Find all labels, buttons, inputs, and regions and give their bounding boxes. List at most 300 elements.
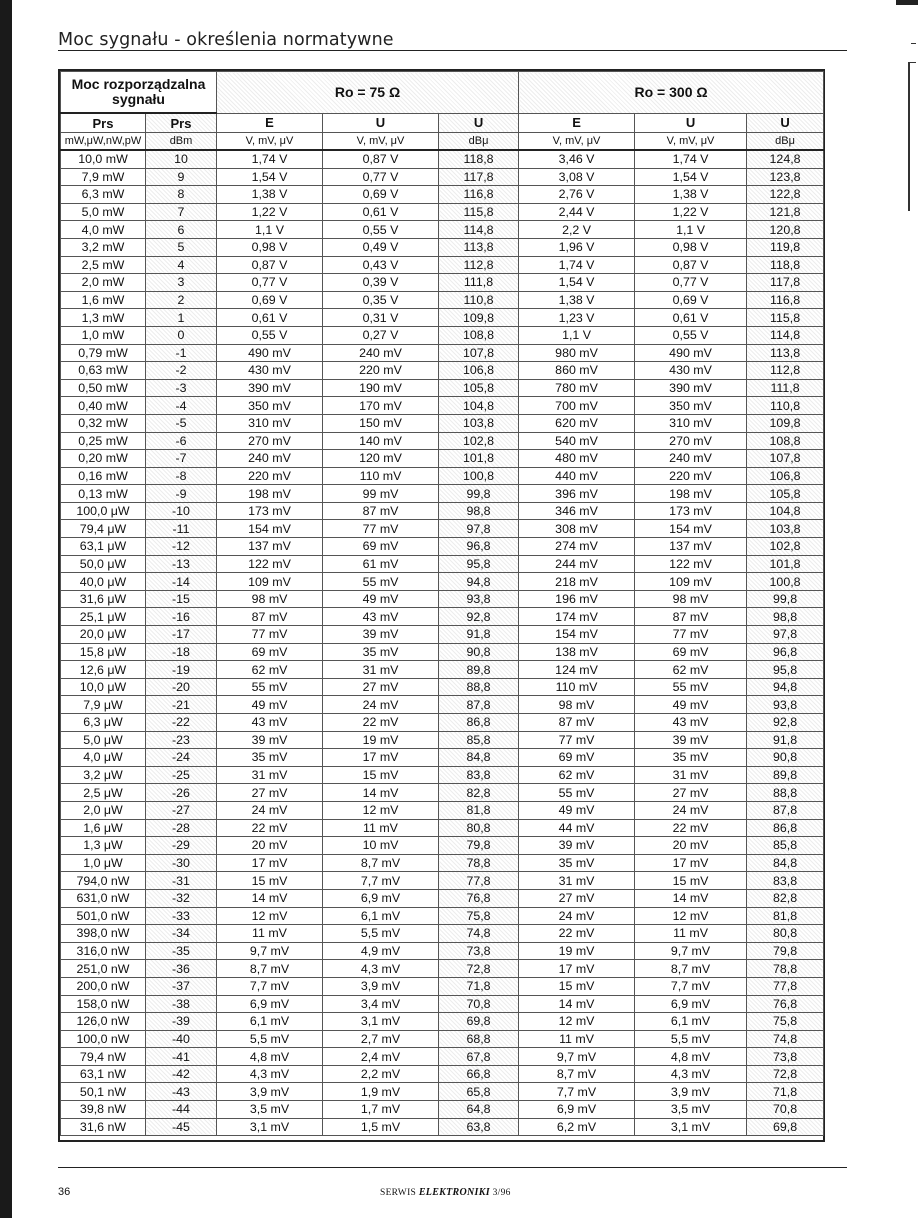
column-header: U (747, 113, 824, 133)
table-cell: 109 mV (635, 573, 747, 591)
table-cell: -14 (146, 573, 217, 591)
table-cell: 90,8 (747, 749, 824, 767)
table-cell: 9,7 mV (217, 942, 323, 960)
table-cell: 0,69 V (635, 291, 747, 309)
table-cell: 1,23 V (519, 309, 635, 327)
table-cell: 10 mV (323, 837, 439, 855)
table-cell: 173 mV (217, 502, 323, 520)
table-cell: 1,74 V (635, 150, 747, 168)
table-cell: 99,8 (747, 590, 824, 608)
table-cell: 81,8 (747, 907, 824, 925)
table-cell: 85,8 (439, 731, 519, 749)
footer-magazine (380, 1187, 511, 1198)
table-cell: 77 mV (217, 626, 323, 644)
table-cell: 100,8 (747, 573, 824, 591)
title-rule (58, 50, 847, 51)
table-cell: 27 mV (323, 678, 439, 696)
table-cell: 490 mV (217, 344, 323, 362)
table-cell: 0,32 mW (61, 414, 146, 432)
table-cell: 2,7 mV (323, 1030, 439, 1048)
table-cell: -4 (146, 397, 217, 415)
table-cell: 6,3 μW (61, 714, 146, 732)
header-ro-75: Ro = 75 Ω (217, 72, 519, 114)
table-cell: 7,9 mW (61, 168, 146, 186)
table-cell: 8,7 mV (519, 1065, 635, 1083)
table-cell: 31,6 μW (61, 590, 146, 608)
table-cell: 70,8 (747, 1101, 824, 1119)
table-cell: 20 mV (635, 837, 747, 855)
table-row (61, 714, 824, 732)
table-cell: 95,8 (439, 555, 519, 573)
table-cell: 9,7 mV (519, 1048, 635, 1066)
table-cell: 67,8 (439, 1048, 519, 1066)
table-cell: 99 mV (323, 485, 439, 503)
table-cell: 115,8 (439, 203, 519, 221)
table-cell: 0,77 V (323, 168, 439, 186)
table-cell: 11 mV (635, 925, 747, 943)
table-cell: -35 (146, 942, 217, 960)
table-cell: 118,8 (439, 150, 519, 168)
table-cell: 501,0 nW (61, 907, 146, 925)
table-cell: 39,8 nW (61, 1101, 146, 1119)
table-cell: 140 mV (323, 432, 439, 450)
table-cell: 198 mV (217, 485, 323, 503)
table-cell: 62 mV (635, 661, 747, 679)
table-cell: 62 mV (519, 766, 635, 784)
table-row (61, 1118, 824, 1136)
table-cell: 31,6 nW (61, 1118, 146, 1136)
table-cell: 2,4 mV (323, 1048, 439, 1066)
table-cell: 108,8 (747, 432, 824, 450)
table-row (61, 274, 824, 292)
table-cell: 2,5 μW (61, 784, 146, 802)
table-cell: 126,0 nW (61, 1013, 146, 1031)
table-cell: 19 mV (519, 942, 635, 960)
table-cell: 0,43 V (323, 256, 439, 274)
table-cell: 4,8 mV (635, 1048, 747, 1066)
table-cell: 63,1 nW (61, 1065, 146, 1083)
table-row (61, 784, 824, 802)
table-cell: 4 (146, 256, 217, 274)
table-cell: 19 mV (323, 731, 439, 749)
table-cell: 35 mV (323, 643, 439, 661)
table-cell: 22 mV (323, 714, 439, 732)
table-row (61, 661, 824, 679)
table-cell: 6 (146, 221, 217, 239)
table-cell: 5 (146, 238, 217, 256)
table-cell: 88,8 (439, 678, 519, 696)
table-cell: 0,79 mW (61, 344, 146, 362)
table-cell: 1,22 V (635, 203, 747, 221)
table-row (61, 1048, 824, 1066)
table-cell: 4,3 mV (217, 1065, 323, 1083)
table-cell: 109 mV (217, 573, 323, 591)
table-cell: 150 mV (323, 414, 439, 432)
table-cell: 2,2 V (519, 221, 635, 239)
table-cell: -18 (146, 643, 217, 661)
table-cell: -21 (146, 696, 217, 714)
table-cell: 2,2 mV (323, 1065, 439, 1083)
table-cell: 14 mV (519, 995, 635, 1013)
table-cell: 111,8 (747, 379, 824, 397)
column-header: E (217, 113, 323, 133)
table-cell: -40 (146, 1030, 217, 1048)
table-cell: -8 (146, 467, 217, 485)
table-cell: 1,6 μW (61, 819, 146, 837)
page-number: 36 (58, 1186, 71, 1198)
table-cell: 55 mV (323, 573, 439, 591)
table-cell: 8,7 mV (217, 960, 323, 978)
table-cell: 0,50 mW (61, 379, 146, 397)
table-cell: -44 (146, 1101, 217, 1119)
table-cell: -5 (146, 414, 217, 432)
table-cell: -12 (146, 538, 217, 556)
table-cell: 94,8 (439, 573, 519, 591)
table-cell: 120 mV (323, 450, 439, 468)
table-cell: 174 mV (519, 608, 635, 626)
table-row (61, 749, 824, 767)
table-cell: 104,8 (439, 397, 519, 415)
table-cell: 15,8 μW (61, 643, 146, 661)
table-row (61, 1083, 824, 1101)
table-cell: 91,8 (439, 626, 519, 644)
table-cell: 102,8 (439, 432, 519, 450)
table-row (61, 766, 824, 784)
table-cell: -11 (146, 520, 217, 538)
table-cell: 7,7 mV (519, 1083, 635, 1101)
table-cell: 124,8 (747, 150, 824, 168)
table-cell: 5,0 μW (61, 731, 146, 749)
table-cell: 980 mV (519, 344, 635, 362)
table-cell: 4,0 mW (61, 221, 146, 239)
table-row (61, 326, 824, 344)
table-cell: 10 (146, 150, 217, 168)
table-cell: 39 mV (217, 731, 323, 749)
table-cell: 103,8 (439, 414, 519, 432)
table-cell: 2 (146, 291, 217, 309)
table-cell: 398,0 nW (61, 925, 146, 943)
table-cell: 27 mV (519, 889, 635, 907)
table-cell: 106,8 (747, 467, 824, 485)
table-cell: 87 mV (323, 502, 439, 520)
table-cell: 20,0 μW (61, 626, 146, 644)
table-cell: 9 (146, 168, 217, 186)
table-cell: 8,7 mV (635, 960, 747, 978)
table-cell: 122 mV (635, 555, 747, 573)
table-cell: 1,38 V (635, 186, 747, 204)
table-cell: 0,35 V (323, 291, 439, 309)
table-cell: 310 mV (217, 414, 323, 432)
table-cell: 102,8 (747, 538, 824, 556)
table-row (61, 942, 824, 960)
table-cell: 108,8 (439, 326, 519, 344)
table-row (61, 291, 824, 309)
table-cell: 270 mV (635, 432, 747, 450)
table-cell: 74,8 (439, 925, 519, 943)
table-cell: 490 mV (635, 344, 747, 362)
table-cell: 75,8 (439, 907, 519, 925)
table-cell: 87,8 (439, 696, 519, 714)
table-cell: 43 mV (217, 714, 323, 732)
table-cell: 2,76 V (519, 186, 635, 204)
table-cell: 110 mV (519, 678, 635, 696)
table-cell: 55 mV (217, 678, 323, 696)
table-cell: 12 mV (635, 907, 747, 925)
table-cell: 96,8 (747, 643, 824, 661)
table-cell: 92,8 (747, 714, 824, 732)
table-cell: -23 (146, 731, 217, 749)
table-cell: 218 mV (519, 573, 635, 591)
table-cell: 86,8 (747, 819, 824, 837)
table-cell: 69 mV (519, 749, 635, 767)
table-cell: 114,8 (747, 326, 824, 344)
table-cell: 111,8 (439, 274, 519, 292)
table-cell: 1,5 mV (323, 1118, 439, 1136)
table-cell: 2,5 mW (61, 256, 146, 274)
table-cell: 6,1 mV (635, 1013, 747, 1031)
table-cell: 79,8 (439, 837, 519, 855)
table-cell: 104,8 (747, 502, 824, 520)
table-cell: 0,69 V (217, 291, 323, 309)
table-cell: 430 mV (635, 362, 747, 380)
table-cell: 270 mV (217, 432, 323, 450)
table-cell: -42 (146, 1065, 217, 1083)
table-cell: -32 (146, 889, 217, 907)
table-cell: 24 mV (323, 696, 439, 714)
table-cell: 63,1 μW (61, 538, 146, 556)
table-cell: 122 mV (217, 555, 323, 573)
table-cell: 6,2 mV (519, 1118, 635, 1136)
table-cell: 70,8 (439, 995, 519, 1013)
page-binding-edge (0, 0, 12, 1218)
table-cell: 0,27 V (323, 326, 439, 344)
table-cell: 98 mV (217, 590, 323, 608)
table-cell: -39 (146, 1013, 217, 1031)
table-cell: 116,8 (747, 291, 824, 309)
table-cell: 72,8 (439, 960, 519, 978)
table-cell: 11 mV (217, 925, 323, 943)
table-cell: 35 mV (519, 854, 635, 872)
table-cell: 96,8 (439, 538, 519, 556)
table-row (61, 1013, 824, 1031)
table-cell: 39 mV (635, 731, 747, 749)
table-cell: 137 mV (217, 538, 323, 556)
table-cell: 22 mV (635, 819, 747, 837)
table-row (61, 1101, 824, 1119)
table-cell: -38 (146, 995, 217, 1013)
table-cell: -7 (146, 450, 217, 468)
table-cell: -28 (146, 819, 217, 837)
table-cell: -45 (146, 1118, 217, 1136)
footer-prefix: SERWIS (380, 1188, 417, 1198)
table-cell: 63,8 (439, 1118, 519, 1136)
table-cell: -6 (146, 432, 217, 450)
table-cell: 17 mV (519, 960, 635, 978)
table-cell: 27 mV (635, 784, 747, 802)
table-cell: 0,39 V (323, 274, 439, 292)
table-cell: 77 mV (519, 731, 635, 749)
table-row (61, 309, 824, 327)
table-cell: 107,8 (747, 450, 824, 468)
table-cell: 6,9 mV (217, 995, 323, 1013)
table-cell: 0,49 V (323, 238, 439, 256)
table-cell: 68,8 (439, 1030, 519, 1048)
table-row (61, 203, 824, 221)
table-row (61, 485, 824, 503)
table-row (61, 643, 824, 661)
table-cell: -27 (146, 801, 217, 819)
table-cell: 72,8 (747, 1065, 824, 1083)
table-cell: 1,6 mW (61, 291, 146, 309)
margin-tick (911, 43, 916, 44)
table-cell: 106,8 (439, 362, 519, 380)
table-cell: 88,8 (747, 784, 824, 802)
table-cell: 62 mV (217, 661, 323, 679)
table-cell: -31 (146, 872, 217, 890)
table-row (61, 1030, 824, 1048)
table-cell: -3 (146, 379, 217, 397)
table-cell: 0,61 V (635, 309, 747, 327)
table-cell: 92,8 (439, 608, 519, 626)
table-cell: 220 mV (635, 467, 747, 485)
table-cell: 74,8 (747, 1030, 824, 1048)
table-cell: 0,25 mW (61, 432, 146, 450)
table-cell: 27 mV (217, 784, 323, 802)
table-cell: 24 mV (635, 801, 747, 819)
table-cell: 98 mV (635, 590, 747, 608)
table-row (61, 626, 824, 644)
table-cell: 80,8 (747, 925, 824, 943)
table-row (61, 414, 824, 432)
table-cell: 8 (146, 186, 217, 204)
table-cell: 24 mV (519, 907, 635, 925)
table-cell: 220 mV (217, 467, 323, 485)
table-cell: 154 mV (519, 626, 635, 644)
table-cell: 110,8 (439, 291, 519, 309)
table-cell: 107,8 (439, 344, 519, 362)
table-cell: 79,8 (747, 942, 824, 960)
column-header: Prs (61, 113, 146, 133)
table-cell: 117,8 (747, 274, 824, 292)
table-cell: 1,3 mW (61, 309, 146, 327)
table-cell: 103,8 (747, 520, 824, 538)
table-cell: 78,8 (439, 854, 519, 872)
table-row (61, 520, 824, 538)
table-cell: 0,13 mW (61, 485, 146, 503)
table-cell: 86,8 (439, 714, 519, 732)
table-cell: 76,8 (439, 889, 519, 907)
table-cell: 7,7 mV (323, 872, 439, 890)
table-cell: 1,9 mV (323, 1083, 439, 1101)
table-cell: 8,7 mV (323, 854, 439, 872)
table-cell: 137 mV (635, 538, 747, 556)
table-cell: 95,8 (747, 661, 824, 679)
table-cell: 98,8 (747, 608, 824, 626)
table-row (61, 854, 824, 872)
table-cell: 115,8 (747, 309, 824, 327)
table-cell: 0,55 V (323, 221, 439, 239)
table-cell: 14 mV (635, 889, 747, 907)
table-cell: 2,44 V (519, 203, 635, 221)
table-cell: 780 mV (519, 379, 635, 397)
table-cell: 50,0 μW (61, 555, 146, 573)
table-row (61, 502, 824, 520)
page-title: Moc sygnału - określenia normatywne (58, 30, 394, 50)
table-cell: 5,5 mV (635, 1030, 747, 1048)
table-cell: 0,20 mW (61, 450, 146, 468)
table-cell: 190 mV (323, 379, 439, 397)
table-cell: 2,0 mW (61, 274, 146, 292)
table-cell: 44 mV (519, 819, 635, 837)
table-cell: 244 mV (519, 555, 635, 573)
table-cell: 1,0 μW (61, 854, 146, 872)
table-cell: 620 mV (519, 414, 635, 432)
table-cell: 0,77 V (635, 274, 747, 292)
table-cell: -9 (146, 485, 217, 503)
table-cell: 1,1 V (519, 326, 635, 344)
table-cell: 0,98 V (635, 238, 747, 256)
table-cell: 49 mV (323, 590, 439, 608)
table-cell: 1,54 V (519, 274, 635, 292)
table-cell: 71,8 (439, 977, 519, 995)
table-cell: 24 mV (217, 801, 323, 819)
table-cell: 0,87 V (323, 150, 439, 168)
table-cell: 1,54 V (217, 168, 323, 186)
table-cell: 90,8 (439, 643, 519, 661)
table-cell: 15 mV (323, 766, 439, 784)
table-cell: 200,0 nW (61, 977, 146, 995)
table-cell: 15 mV (217, 872, 323, 890)
table-row (61, 221, 824, 239)
table-cell: 390 mV (635, 379, 747, 397)
table-cell: -22 (146, 714, 217, 732)
table-row (61, 1065, 824, 1083)
table-cell: 89,8 (747, 766, 824, 784)
table-cell: 87 mV (635, 608, 747, 626)
table-cell: 240 mV (635, 450, 747, 468)
table-cell: 64,8 (439, 1101, 519, 1119)
table-cell: 3,9 mV (323, 977, 439, 995)
table-cell: 114,8 (439, 221, 519, 239)
table-cell: 49 mV (635, 696, 747, 714)
table-cell: 1,22 V (217, 203, 323, 221)
table-cell: 69 mV (217, 643, 323, 661)
table-cell: 346 mV (519, 502, 635, 520)
table-cell: 110,8 (747, 397, 824, 415)
table-cell: 3,9 mV (635, 1083, 747, 1101)
table-cell: 1,3 μW (61, 837, 146, 855)
table-cell: 7,7 mV (217, 977, 323, 995)
table-cell: 158,0 nW (61, 995, 146, 1013)
table-cell: 43 mV (323, 608, 439, 626)
table-cell: 700 mV (519, 397, 635, 415)
table-cell: 316,0 nW (61, 942, 146, 960)
table-row (61, 590, 824, 608)
table-cell: 73,8 (747, 1048, 824, 1066)
table-row (61, 555, 824, 573)
table-row (61, 960, 824, 978)
table-cell: 82,8 (439, 784, 519, 802)
table-row (61, 256, 824, 274)
table-cell: 0,61 V (217, 309, 323, 327)
table-cell: 110 mV (323, 467, 439, 485)
table-row (61, 977, 824, 995)
corner-mark (896, 0, 918, 5)
table-cell: 0,40 mW (61, 397, 146, 415)
table-cell: 31 mV (323, 661, 439, 679)
table-cell: 10,0 mW (61, 150, 146, 168)
table-cell: 12 mV (323, 801, 439, 819)
